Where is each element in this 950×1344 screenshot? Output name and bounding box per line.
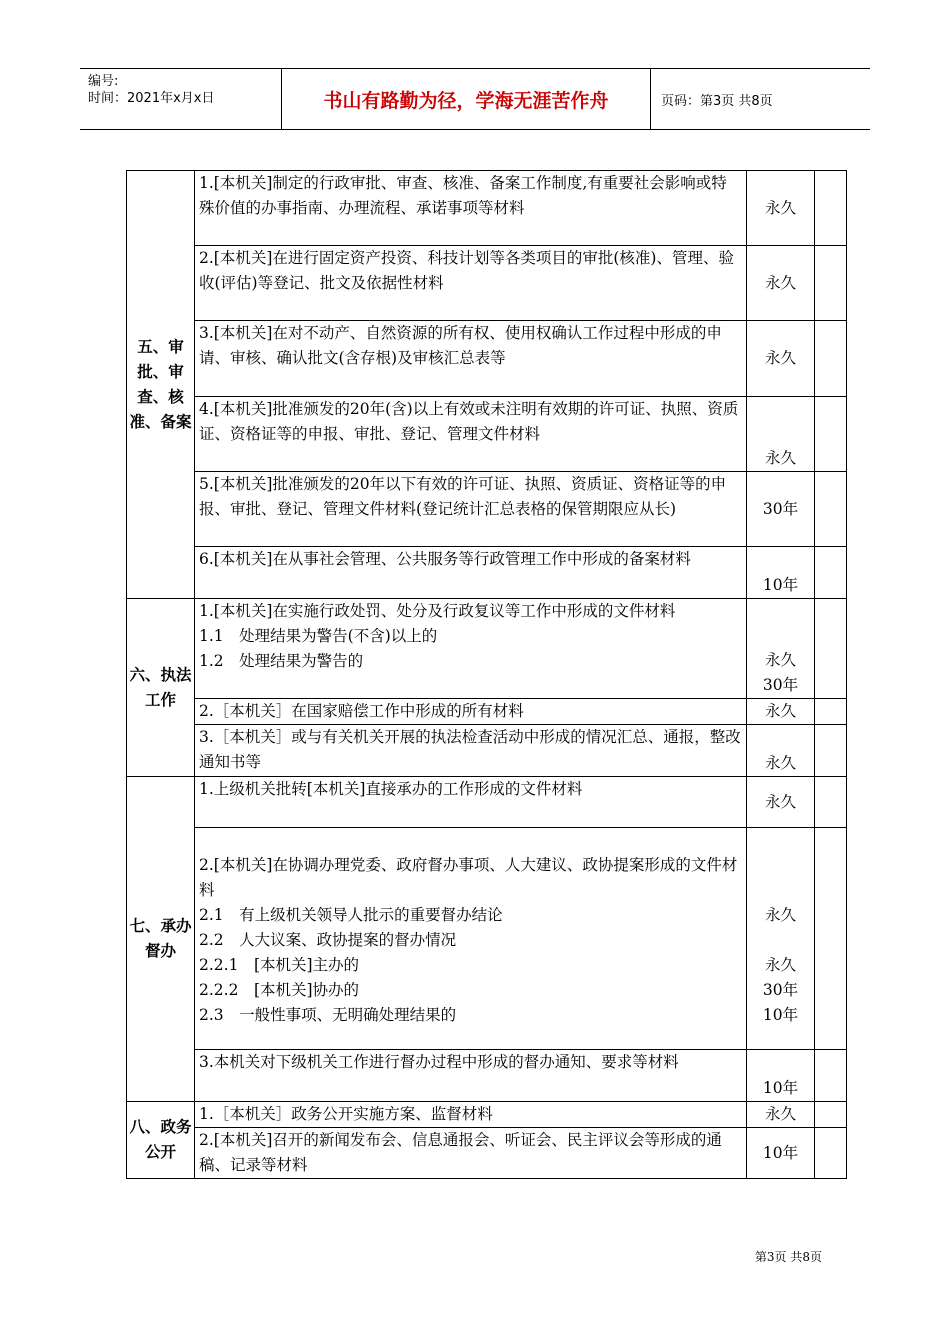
table-row [127, 547, 847, 599]
remark-cell [815, 725, 847, 777]
remark-cell [815, 777, 847, 828]
period-cell: 10年 [747, 1050, 815, 1102]
item-text: 2.[本机关]召开的新闻发布会、信息通报会、听证会、民主评议会等形成的通稿、记录等材料 [195, 1128, 747, 1179]
table-row [127, 1102, 847, 1128]
period-cell: 永久 [747, 397, 815, 472]
period-cell: 10年 [747, 547, 815, 599]
retention-table [126, 170, 847, 1179]
period-line: 30年 [762, 981, 799, 999]
item-line: 2.3 一般性事项、无明确处理结果的 [199, 1006, 457, 1024]
item-line: 1.1 处理结果为警告(不含)以上的 [199, 627, 438, 645]
time-label: 时间：2021年x月x日 [88, 91, 215, 106]
period-line: 30年 [762, 676, 799, 694]
period-cell: 10年 [747, 1128, 815, 1179]
item-text [195, 599, 747, 699]
item-line: 2.2.2 [本机关]协办的 [199, 981, 360, 999]
page-footer: 第3页 共8页 [754, 1250, 822, 1264]
table-row [127, 171, 847, 246]
period-line: 永久 [764, 906, 796, 924]
category-cell: 五、审批、审查、核准、备案 [127, 171, 195, 599]
item-line: 1.[本机关]在实施行政处罚、处分及行政复议等工作中形成的文件材料 [199, 602, 676, 620]
item-text: 6.[本机关]在从事社会管理、公共服务等行政管理工作中形成的备案材料 [195, 547, 747, 599]
table-row [127, 828, 847, 1050]
item-text: 3.本机关对下级机关工作进行督办过程中形成的督办通知、要求等材料 [195, 1050, 747, 1102]
remark-cell [815, 321, 847, 397]
period-cell: 永久 [747, 171, 815, 246]
number-label: 编号: [88, 74, 119, 89]
remark-cell [815, 547, 847, 599]
header-page-info: 页码：第3页 共8页 [661, 93, 773, 109]
item-text: 1.[本机关]制定的行政审批、审查、核准、备案工作制度,有重要社会影响或特殊价值的办事指南、办理流程、承诺事项等材料 [195, 171, 747, 246]
category-cell: 七、承办督办 [127, 777, 195, 1102]
period-cell: 30年 [747, 472, 815, 547]
period-cell: 永久 [747, 777, 815, 828]
header-meta [80, 69, 282, 129]
table-row [127, 1128, 847, 1179]
item-line: 2.[本机关]在协调办理党委、政府督办事项、人大建议、政协提案形成的文件材料 [199, 856, 738, 899]
page-header [80, 68, 870, 130]
table-row [127, 725, 847, 777]
period-cell [747, 599, 815, 699]
item-text: 5.[本机关]批准颁发的20年以下有效的许可证、执照、资质证、资格证等的申报、审批、登记、管理文件材料(登记统计汇总表格的保管期限应从长) [195, 472, 747, 547]
item-line: 2.2 人大议案、政协提案的督办情况 [199, 931, 457, 949]
item-text: 4.[本机关]批准颁发的20年(含)以上有效或未注明有效期的许可证、执照、资质证、资格证等的申报、审批、登记、管理文件材料 [195, 397, 747, 472]
item-line: 1.2 处理结果为警告的 [199, 652, 364, 670]
remark-cell [815, 1050, 847, 1102]
period-line: 10年 [762, 1006, 799, 1024]
category-cell: 八、政务公开 [127, 1102, 195, 1179]
remark-cell [815, 699, 847, 725]
remark-cell [815, 1102, 847, 1128]
table-row [127, 246, 847, 321]
table-row [127, 699, 847, 725]
table-row [127, 599, 847, 699]
remark-cell [815, 1128, 847, 1179]
remark-cell [815, 397, 847, 472]
period-line: 永久 [764, 956, 796, 974]
remark-cell [815, 472, 847, 547]
item-text: 2.[本机关]在进行固定资产投资、科技计划等各类项目的审批(核准)、管理、验收(评估)等登记、批文及依据性材料 [195, 246, 747, 321]
item-text [195, 828, 747, 1050]
remark-cell [815, 246, 847, 321]
period-cell: 永久 [747, 321, 815, 397]
item-line: 2.1 有上级机关领导人批示的重要督办结论 [199, 906, 503, 924]
table-row [127, 472, 847, 547]
period-line: 永久 [764, 651, 796, 669]
table-row [127, 1050, 847, 1102]
table-row [127, 777, 847, 828]
period-cell [747, 828, 815, 1050]
item-text: 1.［本机关］政务公开实施方案、监督材料 [195, 1102, 747, 1128]
remark-cell [815, 171, 847, 246]
item-text: 3.[本机关]在对不动产、自然资源的所有权、使用权确认工作过程中形成的申请、审核、确认批文(含存根)及审核汇总表等 [195, 321, 747, 397]
remark-cell [815, 828, 847, 1050]
item-text: 2.［本机关］在国家赔偿工作中形成的所有材料 [195, 699, 747, 725]
header-motto: 书山有路勤为径，学海无涯苦作舟 [282, 69, 651, 129]
period-cell: 永久 [747, 699, 815, 725]
category-cell: 六、执法工作 [127, 599, 195, 777]
period-cell: 永久 [747, 1102, 815, 1128]
remark-cell [815, 599, 847, 699]
table-row [127, 321, 847, 397]
item-text: 1.上级机关批转[本机关]直接承办的工作形成的文件材料 [195, 777, 747, 828]
period-cell: 永久 [747, 725, 815, 777]
table-row [127, 397, 847, 472]
period-cell: 永久 [747, 246, 815, 321]
item-line: 2.2.1 [本机关]主办的 [199, 956, 360, 974]
item-text: 3.［本机关］或与有关机关开展的执法检查活动中形成的情况汇总、通报，整改通知书等 [195, 725, 747, 777]
